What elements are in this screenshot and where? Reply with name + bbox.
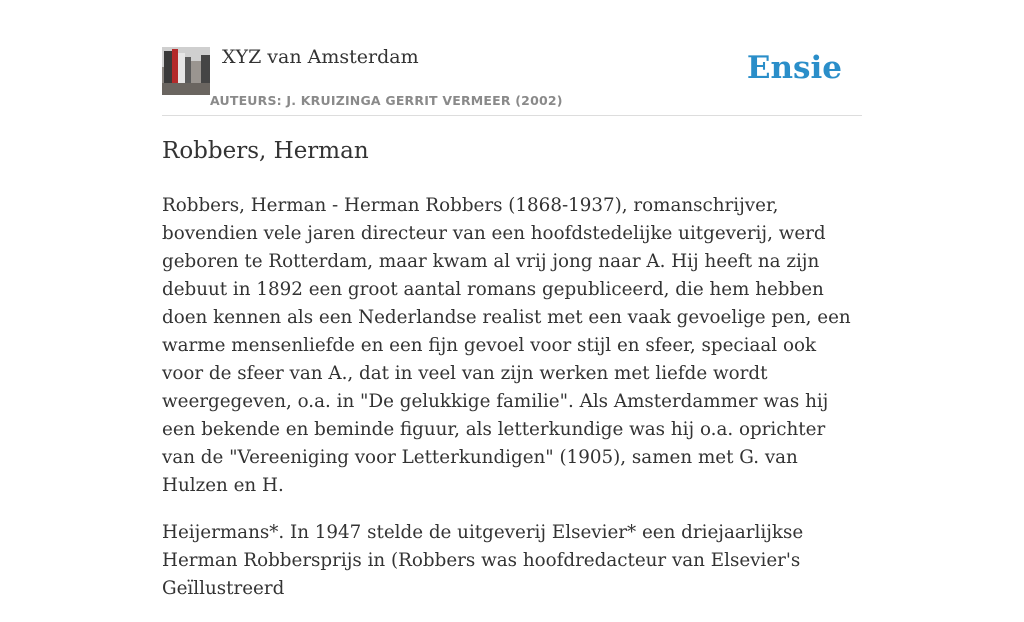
entry-body: [162, 192, 862, 622]
entry-title: Robbers, Herman: [162, 138, 369, 164]
entry-paragraph: Robbers, Herman - Herman Robbers (1868-1937), romanschrijver, bovendien vele jaren directeur van een hoofdstedelijke uitgeverij, werd geboren te Rotterdam, maar kwam al vrij jong naar A. Hij heeft na zijn debuut in 1892 een groot aantal romans gepubliceerd, die hem hebben doen kennen als een Nederlandse realist met een vaak gevoelige pen, een warme mensenliefde en een fijn gevoel voor stijl en sfeer, speciaal ook voor de sfeer van A., dat in veel van zijn werken met liefde wordt weergegeven, o.a. in "De gelukkige familie". Als Amsterdammer was hij een bekende en beminde figuur, als letterkundige was hij o.a. oprichter van de "Vereeniging voor Letterkundigen" (1905), samen met G. van Hulzen en H.: [162, 195, 851, 496]
book-cover-image: [162, 47, 210, 95]
entry-paragraph: Heijermans*. In 1947 stelde de uitgeverij Elsevier* een driejaarlijkse Herman Robbersprijs in (Robbers was hoofdredacteur van Elsevier's Geïllustreerd: [162, 522, 804, 599]
book-cover-avatar[interactable]: [162, 47, 210, 95]
ensie-logo[interactable]: Ensie: [746, 50, 842, 86]
header: [162, 44, 862, 116]
authors-label: AUTEURS: J. KRUIZINGA GERRIT VERMEER (2002): [210, 93, 563, 108]
book-title-link[interactable]: XYZ van Amsterdam: [222, 46, 419, 68]
